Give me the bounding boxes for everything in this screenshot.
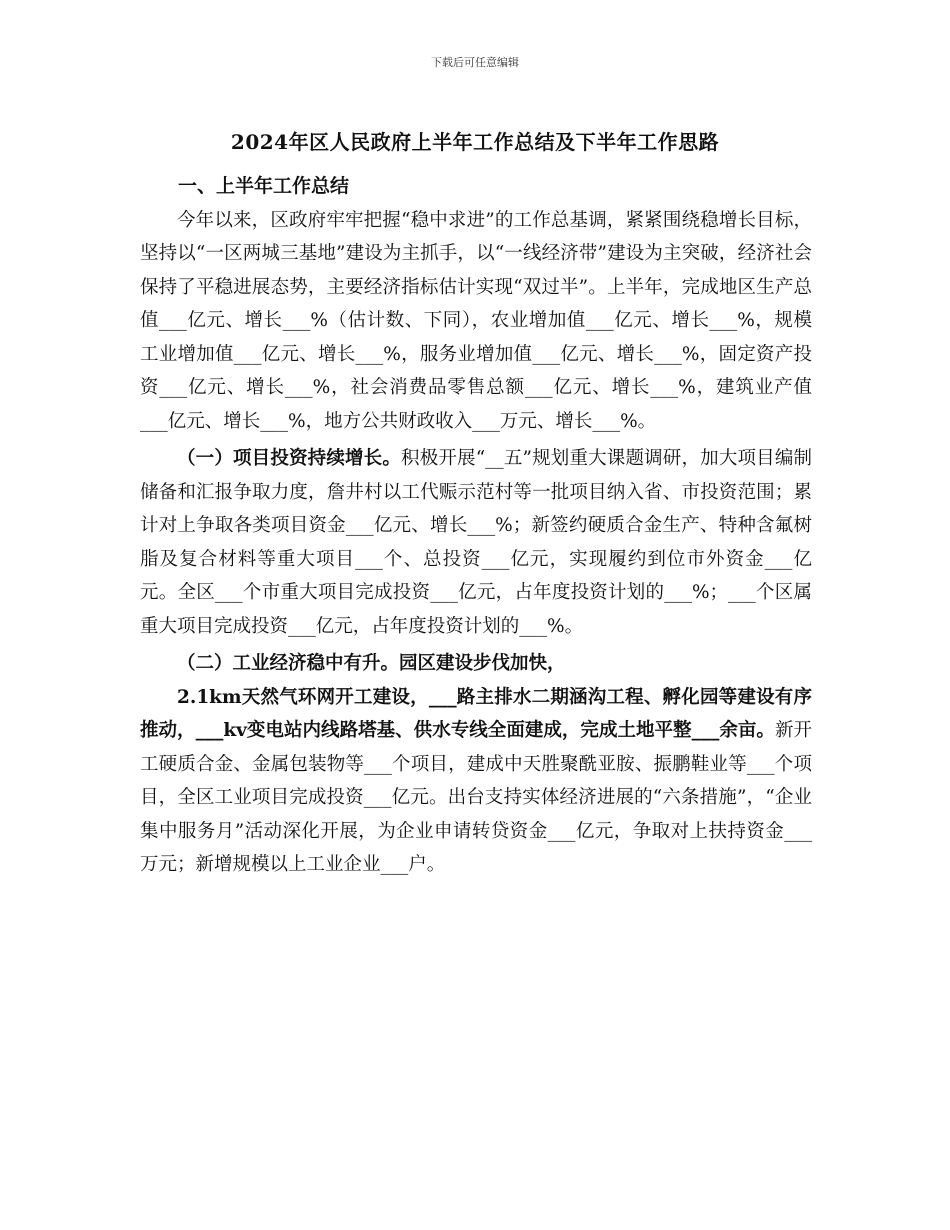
subheading-industry: （二）工业经济稳中有升。园区建设步伐加快， (177, 653, 566, 674)
paragraph-industry-bold: 2.1km天然气环网开工建设，___路主排水二期涵沟工程、孵化园等建设有序推动，___kv变电站内线路塔基、供水专线全面建成，完成土地平整___余亩。 (140, 686, 812, 741)
paragraph-industry-text: 新开工硬质合金、金属包装物等___个项目，建成中天胜聚酰亚胺、振鹏鞋业等___个项目，全区工业项目完成投资___亿元。出台支持实体经济进展的“六条措施”，“企业集中服务月”活动深化开展，为企业申请转贷资金___亿元，争取对上扶持资金___万元；新增规模以上工业企业___户。 (140, 720, 812, 875)
paragraph-industry (140, 681, 812, 882)
document-title: 2024年区人民政府上半年工作总结及下半年工作思路 (230, 130, 720, 154)
section-heading: 一、上半年工作总结 (178, 175, 350, 197)
paragraph-project-investment (140, 442, 812, 643)
paragraph-overview: 今年以来，区政府牢牢把握“稳中求进”的工作总基调，紧紧围绕稳增长目标，坚持以“一区两城三基地”建设为主抓手，以“一线经济带”建设为主突破，经济社会保持了平稳进展态势，主要经济指标估计实现“双过半”。上半年，完成地区生产总值___亿元、增长___%（估计数、下同），农业增加值___亿元、增长___%，规模工业增加值___亿元、增长___%，服务业增加值___亿元、增长___%，固定资产投资___亿元、增长___%，社会消费品零售总额___亿元、增长___%，建筑业产值___亿元、增长___%，地方公共财政收入___万元、增长___%。 (140, 209, 812, 432)
paragraph-project-investment-text: 积极开展“__五”规划重大课题调研，加大项目编制储备和汇报争取力度，詹井村以工代赈示范村等一批项目纳入省、市投资范围；累计对上争取各类项目资金___亿元、增长___%；新签约硬质合金生产、特种含氟树脂及复合材料等重大项目___个、总投资___亿元，实现履约到位市外资金___亿元。全区___个市重大项目完成投资___亿元，占年度投资计划的___%；___个区属重大项目完成投资___亿元，占年度投资计划的___%。 (140, 448, 812, 637)
document-body (140, 170, 812, 882)
paragraph-industry-heading (140, 647, 812, 681)
header-note: 下载后可任意编辑 (431, 56, 519, 69)
subheading-project-investment: （一）项目投资持续增长。 (177, 448, 402, 469)
